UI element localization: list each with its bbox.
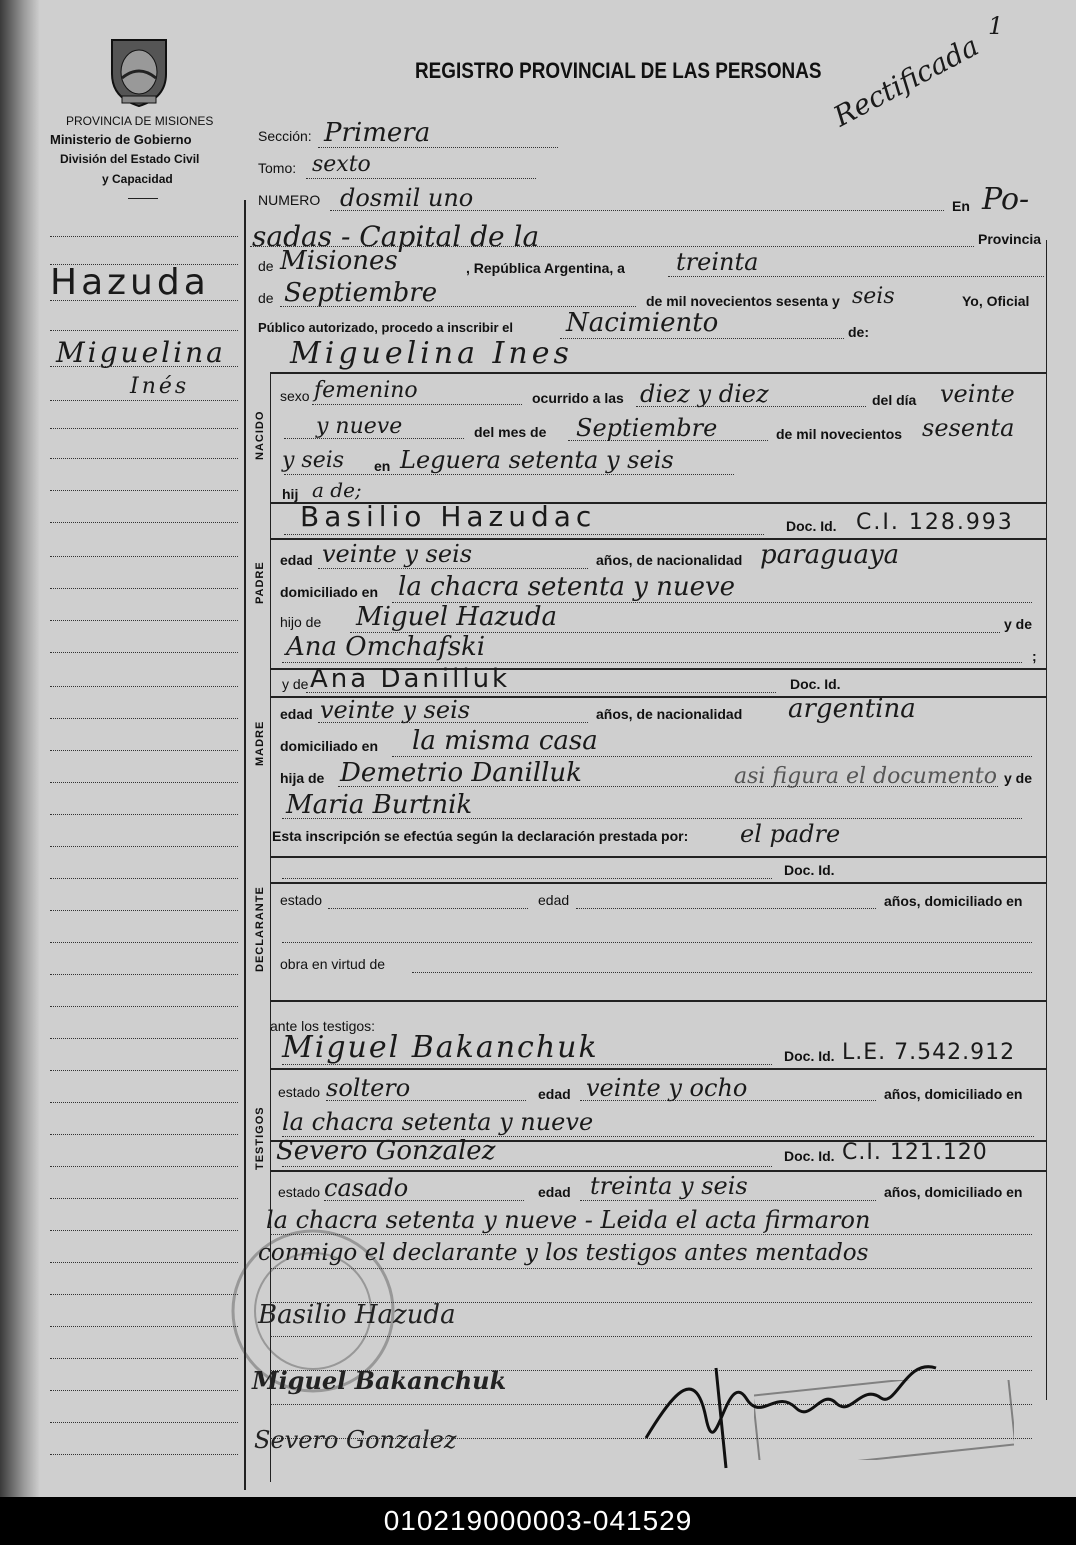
field-line	[306, 692, 776, 693]
margin-line	[50, 1262, 238, 1263]
and-of-label: y de	[1004, 616, 1033, 632]
rule	[270, 882, 1046, 884]
declarant-status-label: estado	[280, 892, 323, 908]
mother-doc-label: Doc. Id.	[790, 676, 841, 692]
margin-line	[50, 490, 238, 491]
mother-domicile-label: domiciliado en	[280, 738, 379, 754]
province-value: Misiones	[280, 246, 398, 276]
field-line	[318, 568, 588, 569]
division-name: División del Estado Civil	[60, 152, 200, 166]
sex-value: femenino	[314, 378, 418, 403]
of-month-label: del mes de	[474, 424, 547, 440]
maternal-note: asi figura el documento	[734, 764, 997, 789]
de-label-3: de:	[848, 324, 869, 340]
field-line	[328, 908, 528, 909]
margin-line	[50, 718, 238, 719]
act-type-value: Nacimiento	[566, 308, 719, 338]
in-label: en	[374, 458, 391, 474]
rectified-annotation: Rectificada	[828, 29, 985, 134]
occurred-label: ocurrido a las	[532, 390, 624, 406]
margin-line	[50, 1198, 238, 1199]
witness1-status-value: soltero	[326, 1074, 411, 1102]
field-line	[580, 1100, 876, 1101]
margin-second-name: Inés	[130, 374, 190, 399]
sex-label: sexo	[280, 388, 310, 404]
margin-line	[50, 366, 238, 367]
place-start: Po-	[982, 182, 1030, 217]
country-label: , República Argentina, a	[466, 260, 625, 276]
margin-line	[50, 400, 238, 401]
witness1-doc-label: Doc. Id.	[784, 1048, 835, 1064]
field-line	[282, 1064, 772, 1065]
birth-year-value-2: y seis	[282, 448, 345, 473]
volume-value: sexto	[312, 152, 371, 177]
mother-daughter-of-label: hija de	[280, 770, 325, 786]
margin-first-name: Miguelina	[56, 336, 226, 369]
margin-line	[50, 330, 238, 331]
field-line	[324, 1200, 524, 1201]
margin-line	[50, 522, 238, 523]
margin-line	[50, 878, 238, 879]
mother-age-value: veinte y seis	[320, 696, 471, 724]
field-line	[318, 722, 588, 723]
field-line	[282, 942, 1032, 943]
semicolon: ;	[1032, 648, 1037, 664]
field-line	[284, 534, 764, 535]
declarant-value: el padre	[740, 820, 841, 848]
de-label-2: de	[258, 290, 274, 306]
witness2-doc-value: C.I. 121.120	[842, 1140, 988, 1165]
margin-line	[50, 236, 238, 237]
place-value: sadas - Capital de la	[252, 220, 540, 253]
of-day-label: del día	[872, 392, 917, 408]
field-line	[568, 440, 768, 441]
father-nationality-label: años, de nacionalidad	[596, 552, 743, 568]
witness1-doc-value: L.E. 7.542.912	[842, 1040, 1016, 1065]
rule	[270, 372, 1046, 374]
mother-domicile-value: la misma casa	[412, 726, 598, 756]
paternal-grandmother: Ana Omchafski	[286, 632, 486, 662]
margin-line	[50, 1166, 238, 1167]
birth-month-value: Septiembre	[576, 414, 718, 442]
field-line	[280, 306, 636, 307]
father-doc-label: Doc. Id.	[786, 518, 837, 534]
field-line	[282, 878, 772, 879]
rule	[270, 856, 1046, 858]
field-line	[576, 908, 876, 909]
mother-age-label: edad	[280, 706, 313, 722]
witness2-years-label: años, domiciliado en	[884, 1184, 1023, 1200]
acting-under-label: obra en virtud de	[280, 956, 386, 972]
margin-line	[50, 1390, 238, 1391]
field-line	[282, 818, 1022, 819]
birth-day-value: veinte	[940, 380, 1015, 408]
section-value: Primera	[324, 118, 431, 148]
en-label: En	[952, 198, 970, 214]
witness2-doc-label: Doc. Id.	[784, 1148, 835, 1164]
officer-signature-icon	[636, 1328, 1006, 1478]
field-line	[392, 756, 1032, 757]
margin-line	[50, 1358, 238, 1359]
month-value: Septiembre	[284, 278, 438, 308]
witness1-age-value: veinte y ocho	[586, 1074, 748, 1102]
margin-line	[50, 782, 238, 783]
field-line	[668, 276, 1044, 277]
father-name: Basilio Hazudac	[300, 500, 597, 533]
field-line	[312, 404, 522, 405]
field-line	[326, 1100, 526, 1101]
margin-line	[50, 846, 238, 847]
witness1-domicile-value: la chacra setenta y nueve	[282, 1108, 594, 1136]
father-domicile-label: domiciliado en	[280, 584, 379, 600]
witness2-status-label: estado	[278, 1184, 321, 1200]
father-doc-value: C.I. 128.993	[856, 510, 1014, 535]
father-nationality-value: paraguaya	[760, 540, 900, 570]
father-section-label: PADRE	[254, 561, 266, 604]
section-label: Sección:	[258, 128, 312, 144]
field-line	[636, 406, 866, 407]
closing-text-line1: la chacra setenta y nueve - Leida el acta firmaron	[266, 1206, 871, 1234]
declaration-label: Esta inscripción se efectúa según la declaración prestada por:	[272, 828, 689, 844]
margin-line	[50, 1134, 238, 1135]
image-id-banner: 010219000003-041529	[0, 1497, 1076, 1545]
signature-witness2: Severo Gonzalez	[254, 1426, 457, 1454]
header-divider	[128, 198, 158, 199]
margin-line	[50, 588, 238, 589]
margin-line	[50, 428, 238, 429]
margin-line	[50, 974, 238, 975]
field-line	[284, 438, 464, 439]
margin-line	[50, 652, 238, 653]
father-son-of-label: hijo de	[280, 614, 322, 630]
signature-declarant: Basilio Hazuda	[258, 1300, 456, 1330]
margin-line	[50, 1422, 238, 1423]
born-section-label: NACIDO	[254, 410, 266, 460]
field-line	[338, 786, 998, 787]
declarant-doc-label: Doc. Id.	[784, 862, 835, 878]
and-of-label-2: y de	[1004, 770, 1033, 786]
margin-line	[50, 750, 238, 751]
year-value: seis	[852, 284, 895, 309]
field-line	[284, 474, 734, 475]
declarant-age-label: edad	[538, 892, 570, 908]
closing-text-line2: conmigo el declarante y los testigos antes mentados	[258, 1240, 869, 1266]
hour-value: diez y diez	[640, 380, 769, 408]
right-vertical-rule	[1046, 240, 1047, 1400]
witness2-age-label: edad	[538, 1184, 571, 1200]
margin-line	[50, 942, 238, 943]
margin-line	[50, 1326, 238, 1327]
margin-line	[50, 686, 238, 687]
declarant-years-label: años, domiciliado en	[884, 893, 1023, 909]
father-domicile-value: la chacra setenta y nueve	[398, 572, 736, 602]
rule	[270, 1000, 1046, 1002]
province-label: Provincia	[978, 231, 1042, 247]
margin-line	[50, 458, 238, 459]
witness2-name: Severo Gonzalez	[276, 1136, 496, 1166]
ministry-name: Ministerio de Gobierno	[50, 132, 192, 147]
margin-line	[50, 620, 238, 621]
de-label: de	[258, 258, 274, 274]
corner-number: 1	[988, 12, 1004, 40]
mother-nationality-value: argentina	[788, 694, 916, 724]
field-line	[282, 1166, 772, 1167]
child-of-label: hij	[282, 486, 299, 502]
day-value: treinta	[676, 248, 759, 276]
birth-year-label: de mil novecientos	[776, 426, 903, 442]
maternal-grandfather: Demetrio Danilluk	[340, 758, 582, 788]
before-witnesses-label: ante los testigos:	[270, 1018, 376, 1034]
margin-line	[50, 1102, 238, 1103]
signature-witness1: Miguel Bakanchuk	[252, 1366, 507, 1395]
provincial-crest-icon	[108, 34, 170, 108]
birth-day-value-2: y nueve	[316, 414, 403, 439]
margin-line	[50, 556, 238, 557]
officer-label: Yo, Oficial	[962, 293, 1030, 309]
witness2-age-value: treinta y seis	[590, 1172, 748, 1200]
child-name: Miguelina Ines	[290, 336, 573, 371]
father-age-label: edad	[280, 552, 313, 568]
field-line	[306, 178, 536, 179]
number-value: dosmil uno	[340, 184, 474, 212]
margin-line	[50, 1230, 238, 1231]
field-line	[412, 972, 1032, 973]
margin-line	[50, 1454, 238, 1455]
document-title: REGISTRO PROVINCIAL DE LAS PERSONAS	[415, 58, 822, 83]
and-of-mother-label: y de	[282, 676, 309, 692]
maternal-grandmother: Maria Burtnik	[286, 790, 473, 820]
margin-line	[50, 1294, 238, 1295]
witness2-status-value: casado	[324, 1174, 409, 1202]
declarant-section-label: DECLARANTE	[254, 886, 266, 972]
margin-line	[50, 1070, 238, 1071]
child-of-suffix: a de;	[312, 478, 362, 502]
year-label: de mil novecientos sesenta y	[646, 293, 840, 309]
field-line	[282, 662, 1022, 663]
rule	[270, 1068, 1046, 1070]
public-label: Público autorizado, procedo a inscribir el	[258, 320, 513, 335]
witnesses-section-label: TESTIGOS	[254, 1106, 266, 1170]
province-name: PROVINCIA DE MISIONES	[66, 114, 214, 128]
volume-label: Tomo:	[258, 160, 297, 176]
witness1-status-label: estado	[278, 1084, 321, 1100]
birth-place-value: Leguera setenta y seis	[400, 446, 674, 474]
field-line	[560, 338, 844, 339]
witness1-name: Miguel Bakanchuk	[282, 1030, 599, 1065]
paternal-grandfather: Miguel Hazuda	[356, 602, 558, 632]
margin-line	[50, 910, 238, 911]
division-name-line2: y Capacidad	[102, 172, 173, 186]
margin-line	[50, 814, 238, 815]
mother-section-label: MADRE	[254, 720, 266, 766]
witness1-years-label: años, domiciliado en	[884, 1086, 1023, 1102]
margin-line	[50, 300, 238, 301]
margin-line	[50, 264, 238, 265]
father-age-value: veinte y seis	[322, 540, 473, 568]
field-line	[580, 1200, 876, 1201]
margin-line	[50, 1038, 238, 1039]
margin-line	[50, 1006, 238, 1007]
witness1-age-label: edad	[538, 1086, 571, 1102]
birth-year-value: sesenta	[922, 414, 1015, 442]
number-label: NUMERO	[258, 192, 321, 208]
mother-name: Ana Danilluk	[310, 664, 511, 694]
mother-nationality-label: años, de nacionalidad	[596, 706, 743, 722]
margin-surname: Hazuda	[50, 262, 210, 303]
